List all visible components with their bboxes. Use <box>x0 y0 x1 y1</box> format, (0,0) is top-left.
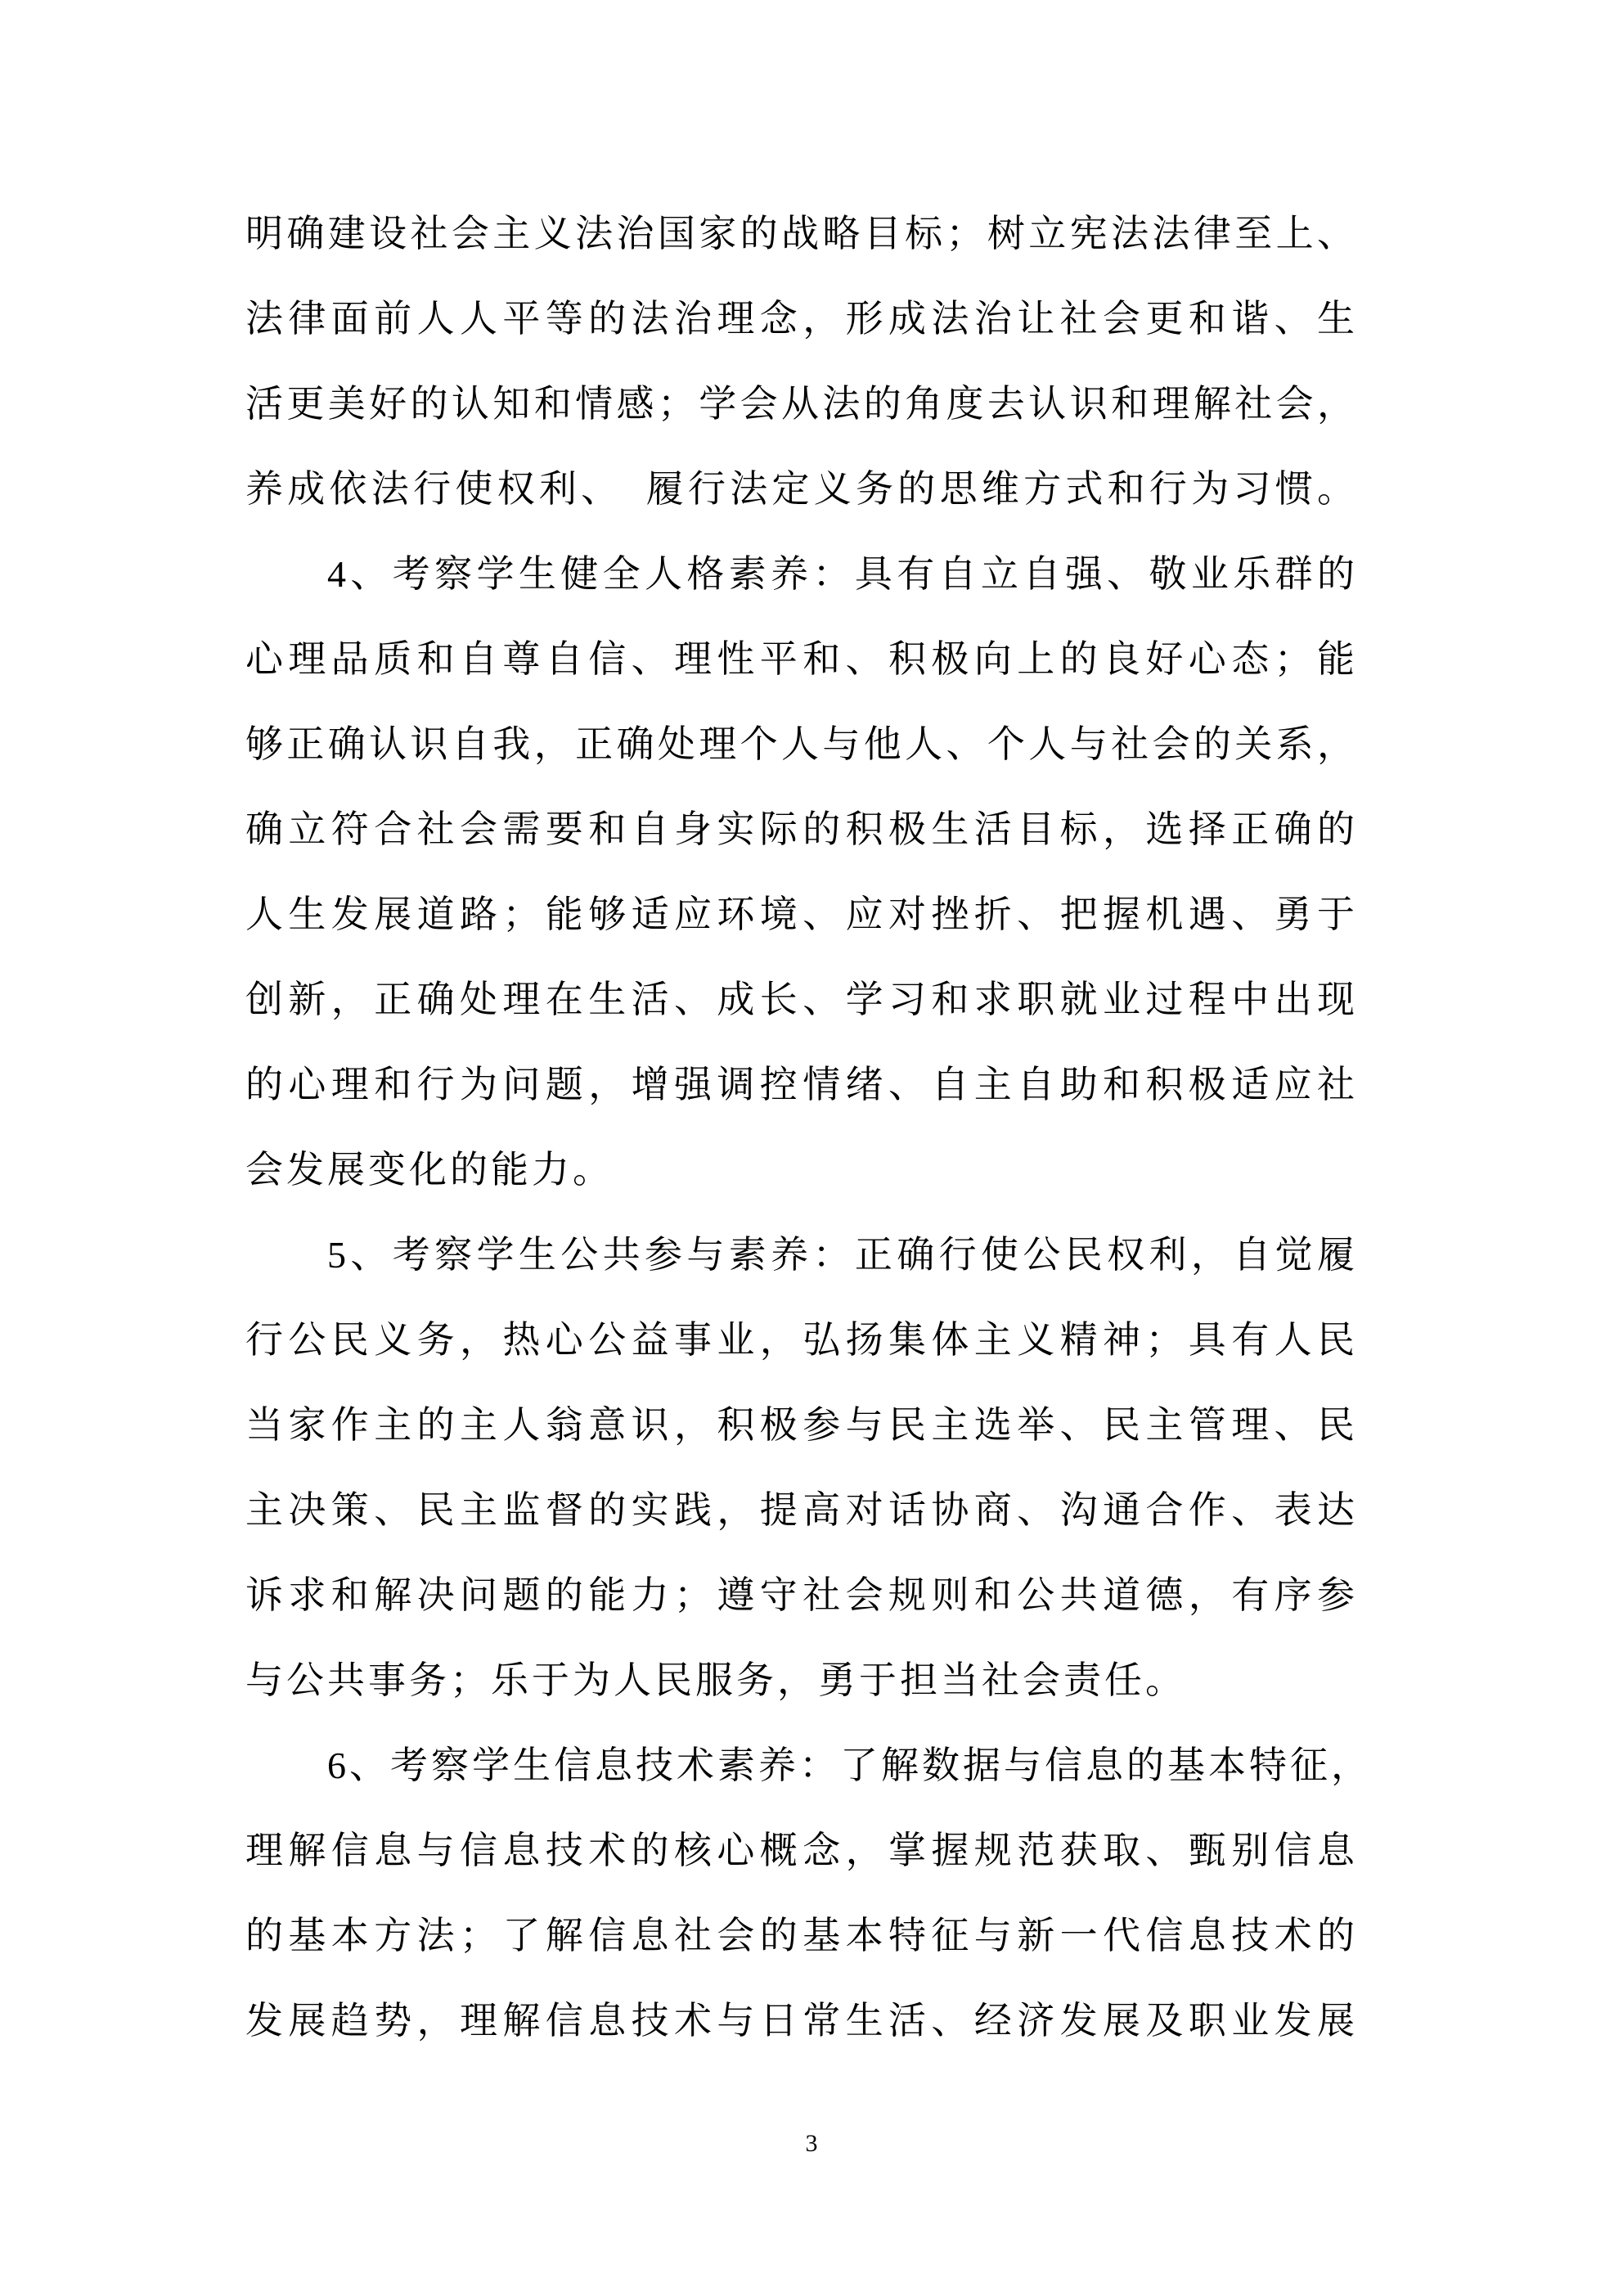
text-line: 的心理和行为问题，增强调控情绪、自主自助和积极适应社 <box>245 1064 1358 1105</box>
text-line-paragraph-end: 与公共事务；乐于为人民服务，勇于担当社会责任。 <box>245 1659 1186 1701</box>
text-line-paragraph-start: 6、考察学生信息技术素养：了解数据与信息的基本特征， <box>327 1745 1372 1786</box>
text-line: 主决策、民主监督的实践，提高对话协商、沟通合作、表达 <box>245 1489 1358 1531</box>
text-line: 法律面前人人平等的法治理念，形成法治让社会更和谐、生 <box>245 298 1358 340</box>
text-line: 确立符合社会需要和自身实际的积极生活目标，选择正确的 <box>245 808 1358 850</box>
text-line: 心理品质和自尊自信、理性平和、积极向上的良好心态；能 <box>245 638 1358 680</box>
text-line: 发展趋势，理解信息技术与日常生活、经济发展及职业发展 <box>245 2000 1358 2042</box>
text-line: 行公民义务，热心公益事业，弘扬集体主义精神；具有人民 <box>245 1319 1358 1361</box>
text-line: 够正确认识自我，正确处理个人与他人、个人与社会的关系， <box>245 723 1358 765</box>
text-line: 养成依法行使权利、 履行法定义务的思维方式和行为习惯。 <box>245 468 1358 510</box>
text-line-paragraph-start: 5、考察学生公共参与素养：正确行使公民权利，自觉履 <box>327 1234 1358 1276</box>
text-line: 明确建设社会主义法治国家的战略目标；树立宪法法律至上、 <box>245 213 1358 254</box>
text-line-paragraph-start: 4、考察学生健全人格素养：具有自立自强、敬业乐群的 <box>327 553 1358 595</box>
text-line: 诉求和解决问题的能力；遵守社会规则和公共道德，有序参 <box>245 1574 1358 1616</box>
text-line: 当家作主的主人翁意识，积极参与民主选举、民主管理、民 <box>245 1404 1358 1446</box>
text-line: 理解信息与信息技术的核心概念，掌握规范获取、甄别信息 <box>245 1830 1358 1871</box>
text-line: 的基本方法；了解信息社会的基本特征与新一代信息技术的 <box>245 1915 1358 1956</box>
text-line: 人生发展道路；能够适应环境、应对挫折、把握机遇、勇于 <box>245 894 1358 935</box>
text-line: 活更美好的认知和情感；学会从法的角度去认识和理解社会， <box>245 383 1358 425</box>
text-line-paragraph-end: 会发展变化的能力。 <box>245 1149 614 1191</box>
page-number: 3 <box>805 2130 818 2157</box>
text-line: 创新，正确处理在生活、成长、学习和求职就业过程中出现 <box>245 979 1358 1020</box>
text-block <box>245 191 1372 2064</box>
